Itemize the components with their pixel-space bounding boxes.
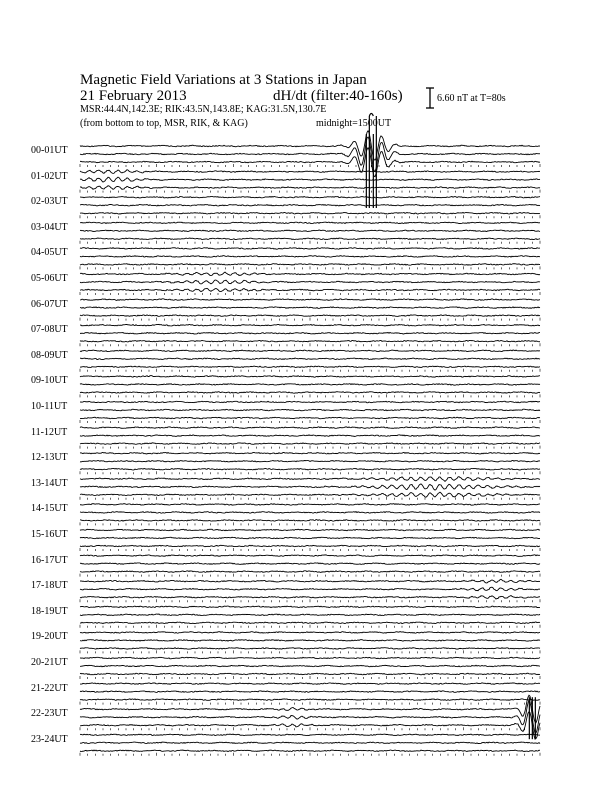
row-label: 12-13UT bbox=[31, 452, 68, 464]
minute-ticks bbox=[80, 548, 540, 551]
row-label: 18-19UT bbox=[31, 605, 68, 617]
trace-kag bbox=[80, 504, 540, 506]
row-label: 08-09UT bbox=[31, 349, 68, 361]
trace-msr bbox=[80, 340, 540, 342]
trace-kag bbox=[80, 272, 540, 275]
trace-msr bbox=[80, 492, 540, 497]
minute-ticks bbox=[80, 727, 540, 730]
trace-msr bbox=[80, 238, 540, 240]
trace-rik bbox=[80, 409, 540, 411]
trace-rik bbox=[80, 230, 540, 231]
trace-msr bbox=[80, 571, 540, 573]
trace-rik bbox=[80, 177, 540, 182]
trace-msr bbox=[80, 545, 540, 547]
trace-kag bbox=[80, 657, 540, 659]
trace-msr bbox=[80, 673, 540, 675]
trace-rik bbox=[80, 742, 540, 744]
minute-ticks bbox=[80, 446, 540, 449]
chart-title: Magnetic Field Variations at 3 Stations in Japan bbox=[80, 72, 367, 88]
row-label: 06-07UT bbox=[31, 298, 68, 310]
row-label: 10-11UT bbox=[31, 401, 68, 412]
minute-ticks bbox=[80, 164, 540, 167]
trace-kag bbox=[80, 683, 540, 684]
trace-kag bbox=[80, 529, 540, 531]
station-coordinates: MSR:44.4N,142.3E; RIK:43.5N,143.8E; KAG:31.5N,130.7E bbox=[80, 104, 327, 115]
trace-msr bbox=[80, 315, 540, 317]
trace-msr bbox=[80, 750, 540, 752]
trace-rik bbox=[80, 358, 540, 360]
minute-ticks bbox=[80, 266, 540, 269]
trace-kag bbox=[80, 555, 540, 557]
minute-ticks bbox=[80, 292, 540, 295]
trace-msr bbox=[80, 212, 540, 214]
row-label: 05-06UT bbox=[31, 273, 68, 284]
minute-ticks bbox=[80, 471, 540, 474]
trace-rik bbox=[80, 587, 540, 590]
trace-msr bbox=[80, 288, 540, 291]
trace-kag bbox=[80, 579, 540, 583]
trace-rik bbox=[80, 665, 540, 667]
midnight-note: midnight=1500UT bbox=[316, 118, 392, 129]
minute-ticks bbox=[80, 497, 540, 500]
minute-ticks bbox=[80, 190, 540, 193]
trace-kag bbox=[80, 452, 540, 454]
row-label: 22-23UT bbox=[31, 708, 68, 720]
trace-kag bbox=[80, 632, 540, 634]
trace-rik bbox=[80, 332, 540, 334]
trace-kag bbox=[80, 350, 540, 352]
trace-kag bbox=[80, 734, 540, 736]
trace-rik bbox=[80, 640, 540, 642]
row-label: 04-05UT bbox=[31, 247, 68, 259]
trace-rik bbox=[80, 307, 540, 309]
minute-ticks bbox=[80, 702, 540, 705]
trace-msr bbox=[80, 699, 540, 701]
row-label: 01-02UT bbox=[31, 170, 68, 182]
minute-ticks bbox=[80, 574, 540, 577]
chart-date: 21 February 2013 bbox=[80, 88, 187, 104]
trace-rik bbox=[80, 512, 540, 514]
row-label: 17-18UT bbox=[31, 580, 68, 592]
trace-msr bbox=[80, 443, 540, 445]
trace-rik bbox=[80, 484, 540, 490]
scale-bar-label: 6.60 nT at T=80s bbox=[437, 93, 506, 104]
trace-kag bbox=[80, 477, 540, 482]
trace-msr bbox=[80, 366, 540, 367]
trace-msr bbox=[80, 468, 540, 470]
minute-ticks bbox=[80, 753, 540, 756]
trace-rik bbox=[80, 563, 540, 565]
trace-rik bbox=[80, 256, 540, 258]
trace-msr bbox=[80, 648, 540, 650]
trace-rik bbox=[80, 460, 540, 462]
row-label: 07-08UT bbox=[31, 324, 68, 336]
trace-rik bbox=[80, 384, 540, 386]
trace-rik bbox=[80, 691, 540, 693]
chart-quantity: dH/dt (filter:40-160s) bbox=[273, 88, 403, 104]
trace-kag bbox=[80, 401, 540, 403]
row-label: 00-01UT bbox=[31, 145, 68, 156]
trace-kag bbox=[80, 248, 540, 250]
trace-kag bbox=[80, 170, 540, 174]
row-label: 23-24UT bbox=[31, 733, 68, 745]
minute-ticks bbox=[80, 599, 540, 602]
row-label: 14-15UT bbox=[31, 503, 68, 515]
row-label: 02-03UT bbox=[31, 196, 68, 208]
row-label: 16-17UT bbox=[31, 554, 68, 566]
trace-kag bbox=[80, 131, 540, 160]
row-label: 13-14UT bbox=[31, 477, 68, 489]
trace-kag bbox=[80, 324, 540, 326]
minute-ticks bbox=[80, 676, 540, 679]
trace-msr bbox=[80, 622, 540, 624]
minute-ticks bbox=[80, 522, 540, 525]
minute-ticks bbox=[80, 241, 540, 244]
trace-kag bbox=[80, 196, 540, 198]
minute-ticks bbox=[80, 625, 540, 628]
trace-kag bbox=[80, 222, 540, 224]
trace-rik bbox=[80, 280, 540, 284]
row-label: 03-04UT bbox=[31, 221, 68, 233]
minute-ticks bbox=[80, 369, 540, 372]
trace-kag bbox=[80, 376, 540, 378]
row-label: 21-22UT bbox=[31, 682, 68, 694]
trace-msr bbox=[80, 392, 540, 394]
minute-ticks bbox=[80, 394, 540, 397]
minute-ticks bbox=[80, 650, 540, 653]
row-label: 11-12UT bbox=[31, 426, 68, 438]
row-label: 20-21UT bbox=[31, 657, 68, 668]
row-label: 19-20UT bbox=[31, 631, 68, 643]
spike-top bbox=[369, 114, 373, 117]
row-label: 15-16UT bbox=[31, 529, 68, 540]
trace-rik bbox=[80, 614, 540, 616]
trace-msr bbox=[80, 264, 540, 266]
minute-ticks bbox=[80, 343, 540, 346]
minute-ticks bbox=[80, 420, 540, 423]
row-label: 09-10UT bbox=[31, 375, 68, 387]
trace-msr bbox=[80, 520, 540, 522]
trace-rik bbox=[80, 537, 540, 539]
trace-kag bbox=[80, 427, 540, 429]
trace-msr bbox=[80, 596, 540, 599]
order-note-text: (from bottom to top, MSR, RIK, & KAG) bbox=[80, 118, 248, 129]
trace-rik bbox=[80, 204, 540, 206]
trace-rik bbox=[80, 435, 540, 437]
trace-msr bbox=[80, 417, 540, 419]
minute-ticks bbox=[80, 318, 540, 321]
trace-msr bbox=[80, 148, 540, 177]
minute-ticks bbox=[80, 215, 540, 218]
trace-kag bbox=[80, 299, 540, 301]
trace-msr bbox=[80, 186, 540, 190]
trace-kag bbox=[80, 606, 540, 608]
